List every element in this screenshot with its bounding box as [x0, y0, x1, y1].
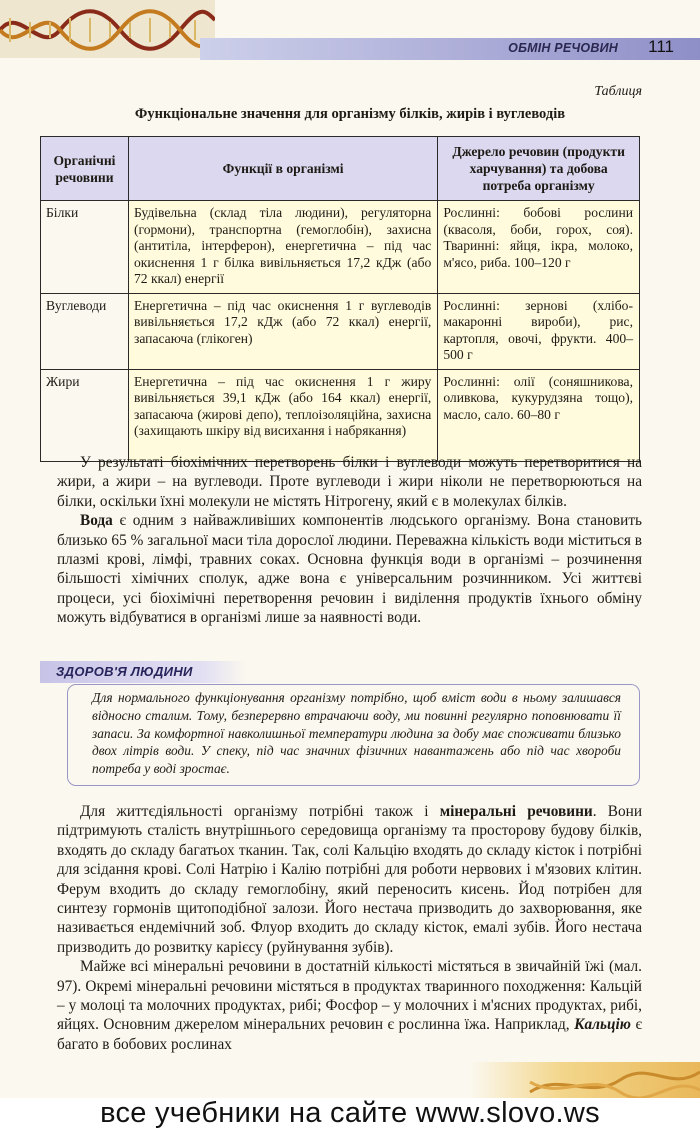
table-header-row — [41, 137, 640, 201]
header-substances: Органічні речовини — [41, 137, 129, 201]
paragraph-minerals-sources: Майже всі мінеральні речовини в достатній кількості містяться в звичайній їжі (мал. 97). Окремі мінеральні речовини містяться в продуктах тваринного походження: Кальцій – у молоці та молочних продуктах, рибі; Фосфор – у молочних і м'ясних продуктах, рибі, яйцях. Основним джерелом мінеральних речовин є рослинна їжа. Наприклад, Кальцію є багато в бобових рослинах — [57, 958, 643, 1053]
term-water: Вода — [80, 512, 113, 530]
row-functions: Будівельна (склад тіла людини), регуляторна (гормони), транспортна (гемоглобін), захисна (антитіла, інтерферон), енергетична – під час окиснення 1 г білка вивільняється 17,2 кДж (або 72 ккал) енергії — [128, 201, 437, 294]
footer-decoration — [470, 1062, 700, 1100]
row-functions: Енергетична – під час окиснення 1 г вуглеводів вивільняється 17,2 кДж (або 72 ккал) енергії, запасаюча (глікоген) — [128, 293, 437, 369]
header-band — [200, 38, 700, 60]
body-text-bottom — [57, 802, 642, 1054]
header-functions: Функції в організмі — [128, 137, 437, 201]
row-name: Білки — [41, 201, 129, 294]
site-watermark-text[interactable]: все учебники на сайте www.slovo.ws — [0, 1098, 700, 1131]
row-sources: Рослинні: бобові рослини (квасоля, боби, горох, соя). Тваринні: яйця, ікра, молоко, м'ясо, риба. 100–120 г — [438, 201, 640, 294]
row-name: Вуглеводи — [41, 293, 129, 369]
page-number: 111 — [648, 37, 674, 56]
term-minerals: мінеральні речовини — [439, 803, 593, 820]
table-label: Таблиця — [594, 84, 642, 99]
paragraph-minerals: Для життєдіяльності організму потрібні також і мінеральні речовини. Вони підтримують сталість внутрішнього середовища організму та просторову будову білків, входять до складу багатьох тканин. Так, солі Кальцію входять до складу кісток і потрібні для зсідання крові. Солі Натрію і Калію потрібні для роботи нервових і м'язових клітин. Ферум входить до складу гемоглобіну, який переносить кисень. Йод потрібен для синтезу гормонів щитоподібної залози. Його нестача призводить до захворювання, яке називається ендемічний зоб. Флуор входить до складу кісток, емалі зубів. Його нестача призводить до розвитку карієсу (руйнування зубів). — [57, 803, 642, 956]
row-sources: Рослинні: зернові (хлібо-макаронні вироби), рис, картопля, овочі, фрукти. 400–500 г — [438, 293, 640, 369]
paragraph-conversion: У результаті біохімічних перетворень білки і вуглеводи можуть перетворитися на жири, а жири – на вуглеводи. Проте вуглеводи і жири ніколи не перетворюються на білки, оскільки їхні молекули не містять Нітрогену, який є в молекулах білків. — [57, 454, 642, 510]
term-calcium: Кальцію — [574, 1016, 631, 1034]
paragraph-water: Вода є одним з найважливіших компонентів людського організму. Вона становить близько 65 % загальної маси тіла дорослої людини. Переважна кількість води міститься в плазмі крові, лімфі, травних соках. Основна функція води в організмі – розчинення більшості хімічних сполук, адже вона є універсальним розчинником. Усі життєві процеси, усі біохімічні перетворення речовин і виділення продуктів їхнього обміну можуть відбуватися в організмі лише за наявності води. — [57, 512, 642, 627]
row-sources: Рослинні: олії (соняшникова, оливкова, кукурудзяна тощо), масло, сало. 60–80 г — [438, 369, 640, 461]
header-sources: Джерело речовин (продукти харчування) та добова потреба організму — [438, 137, 640, 201]
nutrients-table — [40, 136, 640, 462]
table-title: Функціональне значення для організму білків, жирів і вуглеводів — [134, 106, 566, 122]
row-name: Жири — [41, 369, 129, 461]
table-row — [41, 369, 640, 461]
dna-decoration — [0, 0, 215, 58]
row-functions: Енергетична – під час окиснення 1 г жиру вивільняється 39,1 кДж (або 164 ккал) енергії, запасаюча (жирові депо), теплоізоляційна, захисна (захищають шкіру від висихання і набрякання) — [128, 369, 437, 461]
health-note: Для нормального функціонування організму потрібно, щоб вміст води в ньому залишався відносно сталим. Тому, безперервно втрачаючи воду, ми повинні регулярно поповнювати її запаси. За комфортної навколишньої температури людина за добу має споживати близько двох літрів води. У спеку, під час значних фізичних навантажень або під час хвороби потреба у воді зростає. — [67, 684, 640, 786]
section-title: ОБМІН РЕЧОВИН — [508, 41, 618, 55]
health-heading: ЗДОРОВ'Я ЛЮДИНИ — [40, 661, 246, 683]
table-row — [41, 201, 640, 294]
body-text-top — [57, 453, 642, 628]
table-row — [41, 293, 640, 369]
